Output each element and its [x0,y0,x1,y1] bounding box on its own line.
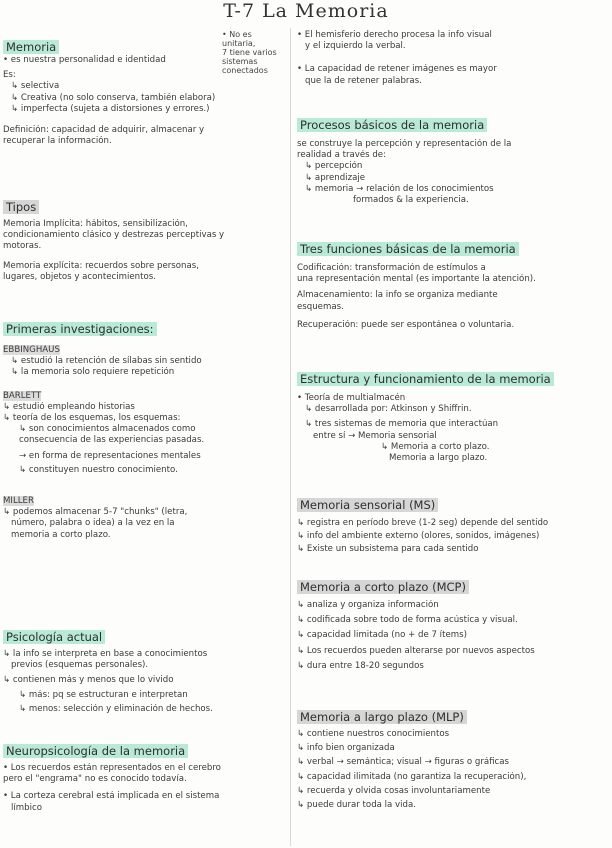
text-line: entre sí → Memoria sensorial [313,430,437,441]
section-memoria-largo-plazo [297,706,597,811]
note-line: 7 tiene varios [222,48,277,57]
text-line: • La capacidad de retener imágenes es mayor [297,64,497,75]
text-line: ↳ capacidad limitada (no + de 7 ítems) [297,630,467,641]
section-neuropsicologia [3,740,286,814]
text-line: ↳ teoría de los esquemas, los esquemas: [3,413,181,424]
text-line: • Los recuerdos están representados en el cerebro [3,763,221,773]
text-line: ↳ la info se interpreta en base a conocimientos [3,649,208,659]
text-line: ↳ selectiva [11,81,60,92]
text-line: ↳ imperfecta (sujeta a distorsiones y errores.) [11,103,210,114]
heading-estructura: Estructura y funcionamiento de la memoria [297,372,554,386]
text-line: Memoria a largo plazo. [389,453,488,464]
text-line: esquemas. [297,301,344,312]
text-line: ↳ codificada sobre todo de forma acústica y visual. [297,615,518,626]
heading-psicologia-actual: Psicología actual [3,630,105,644]
text-line: ↳ verbal → semántica; visual → figuras o gráficas [297,757,509,768]
text-line: ↳ desarrollada por: Atkinson y Shiffrin. [305,404,472,415]
note-line: • No es [222,30,252,39]
text-line: se construye la percepción y representación de la [297,139,512,149]
text-line: límbico [11,802,42,813]
section-tipos [3,196,286,283]
heading-neuropsicologia: Neuropsicología de la memoria [3,744,188,758]
text-line: formados & la experiencia. [353,195,469,206]
section-memoria-sensorial [297,494,597,556]
text-line: ↳ Los recuerdos pueden alterarse por nuevos aspectos [297,645,535,656]
text-line: • La corteza cerebral está implicada en el sistema [3,791,220,802]
text-line: y el izquierdo la verbal. [305,41,406,52]
section-primeras-investigaciones [3,318,286,541]
text-line: Definición: capacidad de adquirir, almacenar y [3,125,205,136]
heading-memoria-sensorial: Memoria sensorial (MS) [297,498,438,512]
text-line: Es: [3,70,16,81]
text-line: ↳ capacidad ilimitada (no garantiza la recuperación), [297,771,527,782]
text-line: ↳ analiza y organiza información [297,600,439,610]
heading-procesos: Procesos básicos de la memoria [297,118,487,132]
note-line: conectados [222,66,268,75]
text-line: memoria a corto plazo. [11,529,111,540]
text-line: realidad a través de: [297,150,386,161]
text-line: ↳ registra en período breve (1-2 seg) depende del sentido [297,518,549,528]
text-line: • El hemisferio derecho procesa la info visual [297,30,492,40]
text-line: condicionamiento clásico y destrezas perceptivas y [3,230,225,241]
text-line: motoras. [3,241,42,252]
text-line: número, palabra o idea) a la vez en la [11,518,175,529]
text-line: Memoria Implícita: hábitos, sensibilización, [3,219,188,229]
text-line: previos (esquemas personales). [11,660,149,671]
text-line: ↳ tres sistemas de memoria que interactúan [305,419,499,430]
text-line: ↳ contienen más y menos que lo vivido [3,675,174,686]
text-line: ↳ percepción [305,161,363,172]
section-procesos [297,114,597,206]
text-line: ↳ podemos almacenar 5-7 "chunks" (letra, [3,507,188,518]
text-line: • Teoría de multialmacén [297,393,406,403]
section-estructura [297,368,597,464]
heading-memoria-largo-plazo: Memoria a largo plazo (MLP) [297,710,467,724]
text-line: ↳ Memoria a corto plazo. [381,441,490,452]
section-memoria-corto-plazo [297,576,597,672]
text-line: → en forma de representaciones mentales [19,450,201,461]
text-line: ↳ dura entre 18-20 segundos [297,660,424,671]
section-memoria [3,36,286,147]
text-line: lugares, objetos y acontecimientos. [3,271,156,282]
text-line: ↳ aprendizaje [305,172,366,183]
text-line: ↳ Creativa (no solo conserva, también elabora) [11,92,216,103]
text-line: ↳ más: pq se estructuran e interpretan [19,689,188,700]
text-line: ↳ estudió la retención de sílabas sin sentido [11,356,202,367]
text-line: ↳ menos: selección y eliminación de hechos. [19,703,213,714]
text-line: ↳ son conocimientos almacenados como [19,424,196,435]
text-line: ↳ Existe un subsistema para cada sentido [297,544,479,555]
text-line: Almacenamiento: la info se organiza mediante [297,290,498,301]
note-line: unitaria, [222,39,256,48]
text-line: ↳ info bien organizada [297,743,395,754]
heading-memoria-corto-plazo: Memoria a corto plazo (MCP) [297,580,469,594]
text-line: • es nuestra personalidad e identidad [3,55,166,65]
text-line: Codificación: transformación de estímulos a [297,263,486,273]
text-line: Recuperación: puede ser espontánea o voluntaria. [297,319,515,330]
name-miller: MILLER [3,496,34,507]
text-line: ↳ contiene nuestros conocimientos [297,729,450,739]
text-line: ↳ estudió empleando historias [3,401,135,412]
column-divider [290,28,291,846]
heading-memoria: Memoria [3,40,59,54]
section-psicologia-actual [3,626,286,715]
section-hemisferios [297,30,597,87]
page-title: T-7 La Memoria [223,0,389,22]
heading-primeras: Primeras investigaciones: [3,322,157,336]
name-barlett: BARLETT [3,390,42,401]
text-line: que la de retener palabras. [305,75,422,86]
text-line: ↳ memoria → relación de los conocimientos [305,183,494,194]
text-line: ↳ constituyen nuestro conocimiento. [19,464,178,475]
text-line: ↳ la memoria solo requiere repetición [11,367,175,378]
text-line: Memoria explícita: recuerdos sobre personas, [3,260,199,271]
text-line: pero el "engrama" no es conocido todavía. [3,774,187,785]
text-line: ↳ recuerda y olvida cosas involuntariamente [297,785,491,796]
name-ebbinghaus: EBBINGHAUS [3,345,60,355]
text-line: consecuencia de las experiencias pasadas. [19,435,205,446]
text-line: ↳ puede durar toda la vida. [297,800,416,811]
text-line: ↳ info del ambiente externo (olores, sonidos, imágenes) [297,531,540,542]
section-funciones [297,238,597,331]
text-line: una representación mental (es importante la atención). [297,274,536,285]
heading-funciones: Tres funciones básicas de la memoria [297,242,519,256]
text-line: recuperar la información. [3,136,112,147]
note-line: sistemas [222,57,258,66]
heading-tipos: Tipos [3,200,39,214]
